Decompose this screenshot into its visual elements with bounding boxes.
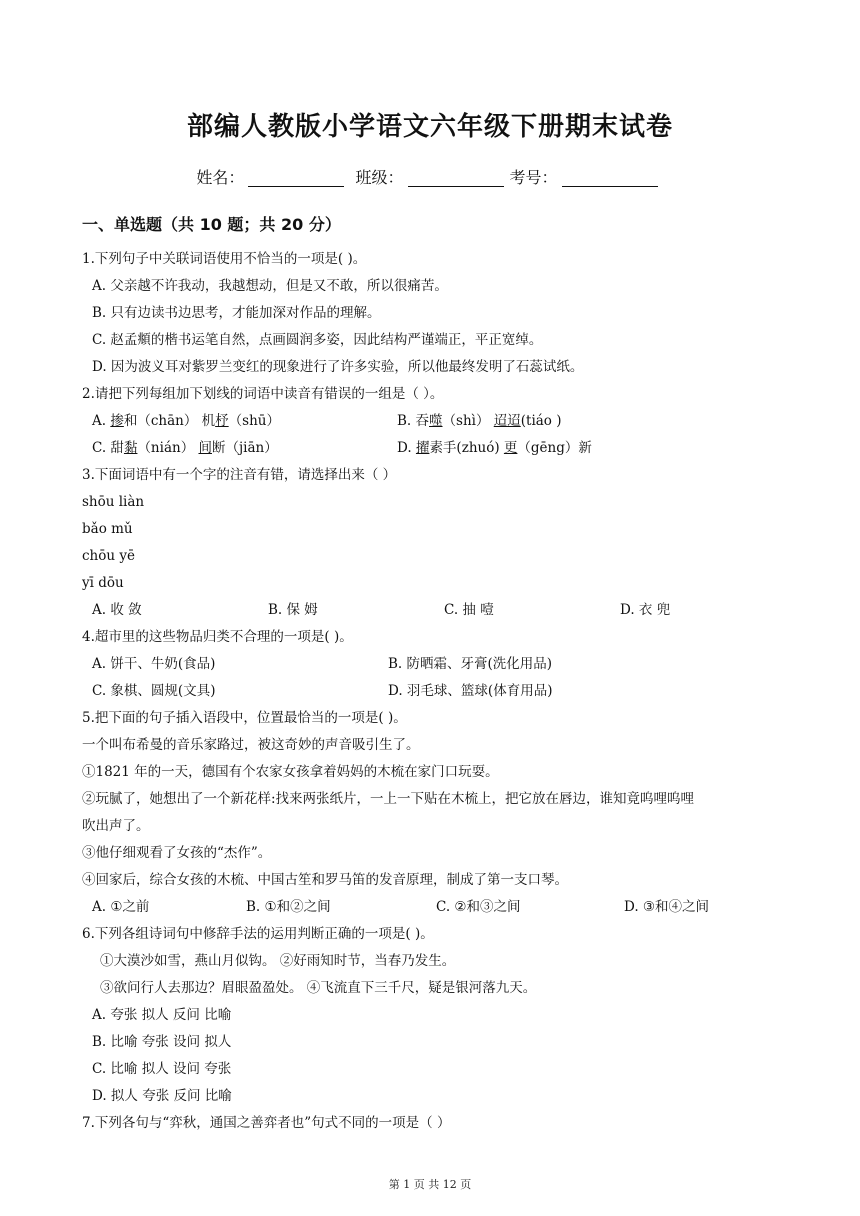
class-blank[interactable] bbox=[408, 170, 504, 187]
q5-option-a: A. ①之前 bbox=[92, 899, 150, 915]
q3-pinyin-1: shōu liàn bbox=[82, 494, 145, 510]
student-info bbox=[0, 165, 860, 188]
q2d-text-2: 素手(zhuó) bbox=[429, 440, 504, 456]
q3-pinyin-3: chōu yē bbox=[82, 548, 135, 564]
q5-sentence-2: ②玩腻了，她想出了一个新花样:找来两张纸片，一上一下贴在木梳上，把它放在唇边，谁知竟呜哩呜哩 bbox=[82, 791, 695, 807]
q7-stem: 7.下列各句与“弈秋，通国之善弈者也”句式不同的一项是（ ） bbox=[82, 1115, 451, 1131]
q6-option-b: B. 比喻 夸张 设问 拟人 bbox=[92, 1034, 232, 1050]
q5-sentence-1: ①1821 年的一天，德国有个农家女孩拿着妈妈的木梳在家门口玩耍。 bbox=[82, 764, 499, 780]
q5-option-d: D. ③和④之间 bbox=[624, 899, 710, 915]
q1-option-d: D. 因为波义耳对紫罗兰变红的现象进行了许多实验，所以他最终发明了石蕊试纸。 bbox=[92, 359, 584, 375]
q5-option-b: B. ①和②之间 bbox=[246, 899, 331, 915]
q2d-text-1: D. bbox=[397, 440, 416, 456]
q6-poem-line-1: ①大漠沙如雪，燕山月似钩。 ②好雨知时节，当春乃发生。 bbox=[100, 953, 456, 969]
q2d-underlined-1: 擢 bbox=[415, 440, 430, 456]
page-title: 部编人教版小学语文六年级下册期末试卷 bbox=[186, 112, 673, 142]
q2b-text-1: B. 吞 bbox=[397, 413, 430, 429]
q3-option-d: D. 衣 兜 bbox=[620, 602, 671, 618]
page-footer: 第 1 页 共 12 页 bbox=[388, 1178, 472, 1191]
q3-pinyin-4: yī dōu bbox=[82, 575, 124, 591]
name-blank[interactable] bbox=[248, 170, 344, 187]
q2b-underlined-2: 迢迢 bbox=[493, 413, 521, 429]
q1-stem: 1.下列句子中关联词语使用不恰当的一项是( )。 bbox=[82, 251, 367, 267]
q6-option-a: A. 夸张 拟人 反问 比喻 bbox=[92, 1007, 232, 1023]
q1-option-b: B. 只有边读书边思考，才能加深对作品的理解。 bbox=[92, 305, 381, 321]
q4-option-b: B. 防晒霜、牙膏(洗化用品) bbox=[388, 656, 553, 672]
q3-option-c: C. 抽 噎 bbox=[444, 602, 494, 618]
q1-option-c: C. 赵孟頫的楷书运笔自然，点画圆润多姿，因此结构严谨端正，平正宽绰。 bbox=[92, 332, 543, 348]
q6-option-c: C. 比喻 拟人 设问 夸张 bbox=[92, 1061, 232, 1077]
q2d-text-3: （gēng）新 bbox=[517, 440, 592, 456]
q2a-text-2: 和（chān） 机 bbox=[123, 413, 216, 429]
q5-sentence-4: ④回家后，综合女孩的木梳、中国古笙和罗马笛的发音原理，制成了第一支口琴。 bbox=[82, 872, 568, 888]
q6-option-d: D. 拟人 夸张 反问 比喻 bbox=[92, 1088, 232, 1104]
q6-stem: 6.下列各组诗词句中修辞手法的运用判断正确的一项是( )。 bbox=[82, 926, 434, 942]
q2c-underlined-1: 黏 bbox=[123, 440, 138, 456]
q2b-text-3: (tiáo ) bbox=[520, 413, 562, 429]
q2a-underlined-1: 掺 bbox=[110, 413, 124, 429]
q2a-text-3: （shū） bbox=[228, 413, 280, 429]
number-label: 考号： bbox=[509, 168, 558, 187]
number-blank[interactable] bbox=[562, 170, 658, 187]
q3-stem: 3.下面词语中有一个字的注音有错，请选择出来（ ） bbox=[82, 467, 397, 483]
q4-stem: 4.超市里的这些物品归类不合理的一项是( )。 bbox=[82, 629, 353, 645]
name-label: 姓名： bbox=[196, 168, 245, 187]
q2c-text-3: 断（jiān） bbox=[211, 440, 278, 456]
q4-option-d: D. 羽毛球、篮球(体育用品) bbox=[388, 683, 553, 699]
q2c-text-1: C. 甜 bbox=[92, 440, 124, 456]
q2a-text-1: A. bbox=[92, 413, 111, 429]
q5-sentence-2-cont: 吹出声了。 bbox=[82, 818, 150, 834]
q2-option-a bbox=[92, 411, 280, 431]
q5-sentence-3: ③他仔细观看了女孩的“杰作”。 bbox=[82, 845, 272, 861]
q2-option-c bbox=[92, 438, 278, 458]
q5-insert-sentence: 一个叫布希曼的音乐家路过，被这奇妙的声音吸引生了。 bbox=[82, 737, 420, 753]
q2d-underlined-2: 更 bbox=[503, 440, 518, 456]
q2b-underlined-1: 噬 bbox=[429, 413, 443, 429]
q3-option-b: B. 保 姆 bbox=[268, 602, 318, 618]
q2-option-b bbox=[397, 411, 562, 431]
q4-option-a: A. 饼干、牛奶(食品) bbox=[92, 656, 216, 672]
q2-stem: 2.请把下列每组加下划线的词语中读音有错误的一组是（ ）。 bbox=[82, 386, 444, 402]
q6-poem-line-2: ③欲问行人去那边？眉眼盈盈处。 ④飞流直下三千尺，疑是银河落九天。 bbox=[100, 980, 537, 996]
q5-stem: 5.把下面的句子插入语段中，位置最恰当的一项是( )。 bbox=[82, 710, 407, 726]
q4-option-c: C. 象棋、圆规(文具) bbox=[92, 683, 216, 699]
q3-option-a: A. 收 敛 bbox=[92, 602, 142, 618]
q5-option-c: C. ②和③之间 bbox=[436, 899, 521, 915]
q2b-text-2: （shì） bbox=[442, 413, 494, 429]
section-heading: 一、单选题（共 10 题；共 20 分） bbox=[82, 215, 341, 234]
q2-option-d bbox=[397, 438, 592, 458]
q2c-text-2: （nián） bbox=[137, 440, 199, 456]
q3-pinyin-2: bǎo mǔ bbox=[82, 521, 133, 537]
q2c-underlined-2: 间 bbox=[198, 440, 212, 456]
q1-option-a: A. 父亲越不许我动，我越想动，但是又不敢，所以很痛苦。 bbox=[92, 278, 448, 294]
q2a-underlined-2: 杼 bbox=[215, 413, 229, 429]
class-label: 班级： bbox=[355, 168, 404, 187]
